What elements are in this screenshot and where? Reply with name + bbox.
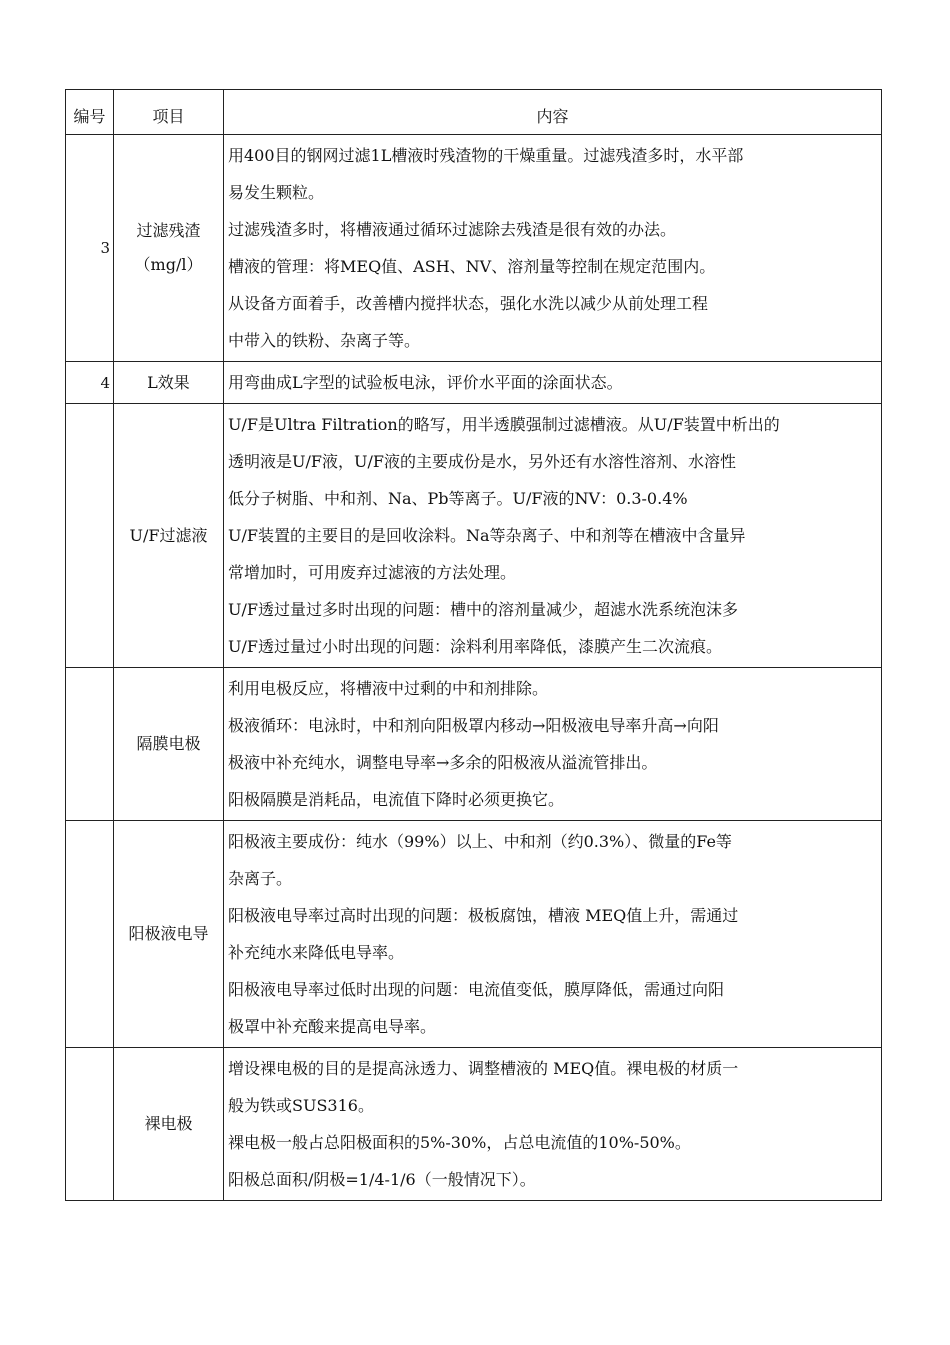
table-row (66, 821, 882, 1048)
item-unit: （mg/l） (134, 255, 203, 274)
row-number: 3 (66, 135, 114, 362)
table-row (66, 404, 882, 668)
content-line: U/F是Ultra Filtration的略写，用半透膜强制过滤槽液。从U/F装置中析出的 (228, 415, 780, 434)
content-line: 阳极液主要成份：纯水（99%）以上、中和剂（约0.3%）、微量的Fe等 (228, 832, 732, 851)
table-row (66, 668, 882, 821)
item-label: U/F过滤液 (129, 525, 208, 545)
content-line: 般为铁或SUS316。 (228, 1096, 374, 1115)
content-line: 杂离子。 (228, 869, 293, 888)
row-number (66, 668, 114, 821)
item-label: 过滤残渣 (136, 221, 201, 240)
spec-table (65, 89, 882, 1201)
row-content (224, 668, 882, 821)
table-row (66, 135, 882, 362)
content-line: 阳极液电导率过高时出现的问题：极板腐蚀，槽液 MEQ值上升，需通过 (228, 906, 739, 925)
item-label: 裸电极 (144, 1114, 193, 1133)
content-line: 用弯曲成L字型的试验板电泳，评价水平面的涂面状态。 (228, 373, 623, 392)
row-item (114, 1048, 224, 1201)
content-line: 极液中补充纯水，调整电导率→多余的阳极液从溢流管排出。 (228, 753, 658, 772)
content-line: 易发生颗粒。 (228, 183, 325, 202)
content-line: 低分子树脂、中和剂、Na、Pb等离子。U/F液的NV：0.3-0.4% (228, 489, 688, 508)
content-line: U/F装置的主要目的是回收涂料。Na等杂离子、中和剂等在槽液中含量异 (228, 526, 746, 545)
row-number (66, 1048, 114, 1201)
content-line: 阳极隔膜是消耗品，电流值下降时必须更换它。 (228, 790, 565, 809)
row-number (66, 821, 114, 1048)
content-line: U/F透过量过多时出现的问题：槽中的溶剂量减少，超滤水洗系统泡沫多 (228, 600, 738, 619)
content-line: 增设裸电极的目的是提高泳透力、调整槽液的 MEQ值。裸电极的材质一 (228, 1059, 739, 1078)
row-content (224, 135, 882, 362)
content-line: 极液循环：电泳时，中和剂向阳极罩内移动→阳极液电导率升高→向阳 (228, 716, 719, 735)
row-item (114, 404, 224, 668)
item-label: L效果 (147, 372, 190, 392)
table-row (66, 1048, 882, 1201)
header-num: 编号 (66, 90, 114, 135)
content-line: 透明液是U/F液，U/F液的主要成份是水，另外还有水溶性溶剂、水溶性 (228, 452, 736, 471)
content-line: 利用电极反应，将槽液中过剩的中和剂排除。 (228, 679, 549, 698)
content-line: U/F透过量过小时出现的问题：涂料利用率降低，漆膜产生二次流痕。 (228, 637, 722, 656)
content-line: 裸电极一般占总阳极面积的5%-30%，占总电流值的10%-50%。 (228, 1133, 691, 1152)
content-line: 中带入的铁粉、杂离子等。 (228, 331, 421, 350)
content-line: 过滤残渣多时，将槽液通过循环过滤除去残渣是很有效的办法。 (228, 220, 677, 239)
row-content (224, 362, 882, 404)
content-line: 补充纯水来降低电导率。 (228, 943, 405, 962)
header-item: 项目 (114, 90, 224, 135)
content-line: 阳极总面积/阴极=1/4-1/6（一般情况下）。 (228, 1170, 536, 1189)
row-content (224, 821, 882, 1048)
table-header-row (66, 90, 882, 135)
content-line: 极罩中补充酸来提高电导率。 (228, 1017, 437, 1036)
row-content (224, 1048, 882, 1201)
header-content: 内容 (224, 90, 882, 135)
row-number: 4 (66, 362, 114, 404)
content-line: 阳极液电导率过低时出现的问题：电流值变低，膜厚降低，需通过向阳 (228, 980, 725, 999)
item-label: 阳极液电导 (128, 924, 209, 943)
row-item (114, 362, 224, 404)
content-line: 槽液的管理：将MEQ值、ASH、NV、溶剂量等控制在规定范围内。 (228, 257, 716, 276)
table-body (66, 135, 882, 1201)
table-row (66, 362, 882, 404)
content-line: 从设备方面着手，改善槽内搅拌状态，强化水洗以减少从前处理工程 (228, 294, 709, 313)
item-label: 隔膜电极 (136, 734, 201, 753)
content-line: 常增加时，可用废弃过滤液的方法处理。 (228, 563, 517, 582)
row-item (114, 821, 224, 1048)
row-item (114, 668, 224, 821)
content-line: 用400目的钢网过滤1L槽液时残渣物的干燥重量。过滤残渣多时，水平部 (228, 146, 744, 165)
row-content (224, 404, 882, 668)
row-item (114, 135, 224, 362)
row-number (66, 404, 114, 668)
